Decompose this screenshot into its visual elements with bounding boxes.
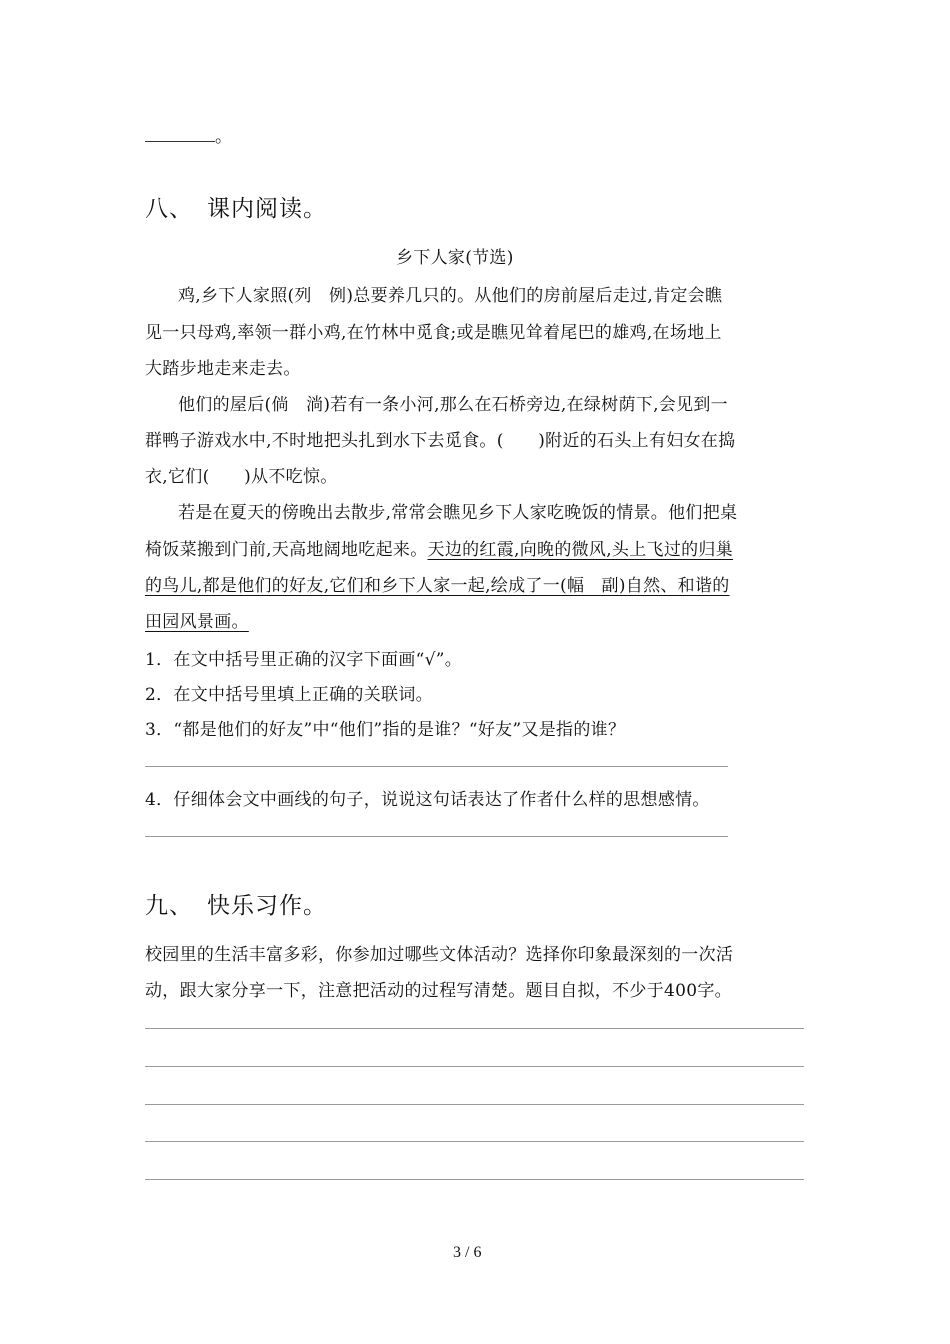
writing-prompt-line-1: 校园里的生活丰富多彩，你参加过哪些文体活动？选择你印象最深刻的一次活 (145, 945, 734, 965)
paragraph-2-line-1: 他们的屋后(倘 淌)若有一条小河,那么在石桥旁边,在绿树荫下,会见到一 (178, 395, 728, 415)
section-8-heading (145, 190, 327, 223)
paragraph-1-line-3: 大踏步地走来走去。 (145, 359, 301, 379)
writing-line-1[interactable] (145, 1028, 804, 1029)
page-number: 3 / 6 (453, 1244, 482, 1261)
trailing-period: 。 (215, 127, 233, 147)
paragraph-2-line-3: 衣,它们( )从不吃惊。 (145, 467, 338, 487)
passage-title: 乡下人家(节选) (396, 248, 514, 268)
question-1: 1．在文中括号里正确的汉字下面画“√”。 (145, 650, 463, 670)
blank-line (145, 127, 215, 142)
paragraph-3-line-2 (145, 535, 733, 560)
writing-line-3[interactable] (145, 1104, 804, 1105)
question-2: 2．在文中括号里填上正确的关联词。 (145, 685, 433, 705)
underlined-sentence-part-3: 田园风景画。 (145, 612, 249, 632)
paragraph-1-line-2: 见一只母鸡,率领一群小鸡,在竹林中觅食;或是瞧见耸着尾巴的雄鸡,在场地上 (145, 323, 722, 343)
underlined-sentence-part-2: 的鸟儿,都是他们的好友,它们和乡下人家一起,绘成了一(幅 副)自然、和谐的 (145, 576, 730, 596)
section-9-title: 快乐习作。 (207, 893, 327, 919)
writing-line-4[interactable] (145, 1141, 804, 1142)
answer-line-q3[interactable] (145, 766, 728, 767)
paragraph-3-line-1: 若是在夏天的傍晚出去散步,常常会瞧见乡下人家吃晚饭的情景。他们把桌 (178, 503, 738, 523)
answer-line-q4[interactable] (145, 836, 728, 837)
section-8-title: 课内阅读。 (207, 196, 327, 222)
writing-prompt-line-2: 动，跟大家分享一下，注意把活动的过程写清楚。题目自拟，不少于400字。 (145, 981, 732, 1001)
section-9-heading (145, 887, 327, 920)
paragraph-3-line-2-plain: 椅饭菜搬到门前,天高地阔地吃起来。 (145, 540, 428, 560)
question-4: 4．仔细体会文中画线的句子，说说这句话表达了作者什么样的思想感情。 (145, 790, 710, 810)
paragraph-3-line-4 (145, 607, 277, 632)
question-3: 3．“都是他们的好友”中“他们”指的是谁？“好友”又是指的谁？ (145, 720, 626, 740)
paragraph-1-line-1: 鸡,乡下人家照(列 例)总要养几只的。从他们的房前屋后走过,肯定会瞧 (178, 286, 723, 306)
answer-blank-top (145, 122, 232, 147)
section-8-number: 八、 (145, 196, 193, 222)
section-9-number: 九、 (145, 893, 193, 919)
writing-line-5[interactable] (145, 1179, 804, 1180)
writing-line-2[interactable] (145, 1066, 804, 1067)
paragraph-2-line-2: 群鸭子游戏水中,不时地把头扎到水下去觅食。( )附近的石头上有妇女在捣 (145, 431, 736, 451)
underline-tail (249, 612, 277, 632)
underlined-sentence-part-1: 天边的红霞,向晚的微风,头上飞过的归巢 (427, 540, 734, 560)
